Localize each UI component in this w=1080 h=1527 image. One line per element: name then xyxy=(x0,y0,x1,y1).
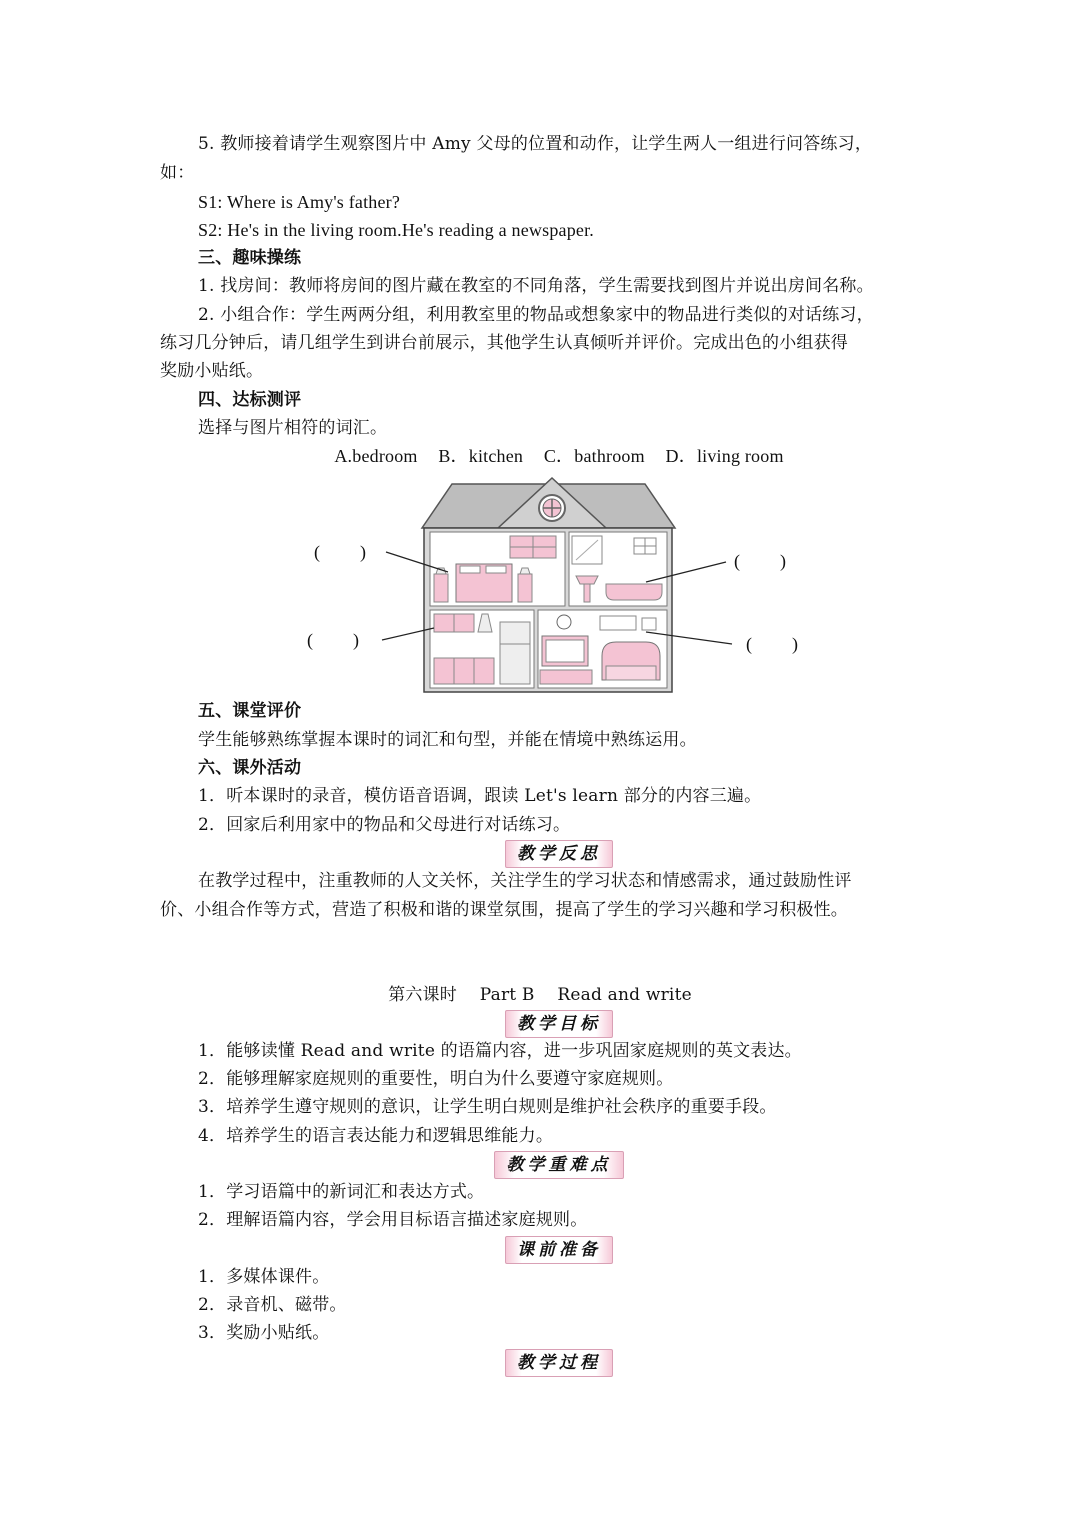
section-heading-5: 五、课堂评价 xyxy=(198,701,302,721)
text-line: 5. 教师接着请学生观察图片中 Amy 父母的位置和动作，让学生两人一组进行问答练习， xyxy=(198,134,873,154)
badge-process: 教学过程 xyxy=(505,1349,613,1377)
option-d: D．living room xyxy=(665,446,784,466)
section-heading-4: 四、达标测评 xyxy=(198,390,302,410)
text-line: 1．多媒体课件。 xyxy=(198,1267,330,1287)
section-heading-6: 六、课外活动 xyxy=(198,758,302,778)
badge-preparation: 课前准备 xyxy=(505,1236,613,1264)
option-a: A.bedroom xyxy=(334,446,418,466)
text-line: 在教学过程中，注重教师的人文关怀，关注学生的学习状态和情感需求，通过鼓励性评 xyxy=(198,871,852,891)
text-line: 2．回家后利用家中的物品和父母进行对话练习。 xyxy=(198,815,571,835)
answer-blank-4: ( ) xyxy=(746,634,798,654)
text-line: 1．能够读懂 Read and write 的语篇内容，进一步巩固家庭规则的英文表达。 xyxy=(198,1041,802,1061)
text-line: 如： xyxy=(160,163,195,183)
text-line: 学生能够熟练掌握本课时的词汇和句型，并能在情境中熟练运用。 xyxy=(198,730,697,750)
dialogue-s2: S2: He's in the living room.He's reading a newspaper. xyxy=(198,220,595,240)
dialogue-s1: S1: Where is Amy's father? xyxy=(198,192,401,212)
answer-options xyxy=(0,442,1080,470)
text-line: 2．理解语篇内容，学会用目标语言描述家庭规则。 xyxy=(198,1210,588,1230)
answer-blank-3: ( ) xyxy=(307,630,359,650)
option-b: B．kitchen xyxy=(438,446,524,466)
badge-key-points: 教学重难点 xyxy=(494,1151,624,1179)
house-illustration xyxy=(300,472,830,698)
answer-blank-2: ( ) xyxy=(734,551,786,571)
lesson-title: 第六课时 Part B Read and write xyxy=(388,985,692,1005)
text-line: 1. 找房间：教师将房间的图片藏在教室的不同角落，学生需要找到图片并说出房间名称。 xyxy=(198,276,874,296)
question-prompt: 选择与图片相符的词汇。 xyxy=(198,418,388,438)
text-line: 4．培养学生的语言表达能力和逻辑思维能力。 xyxy=(198,1126,554,1146)
text-line: 练习几分钟后，请几组学生到讲台前展示，其他学生认真倾听并评价。完成出色的小组获得 xyxy=(160,333,848,353)
text-line: 1．学习语篇中的新词汇和表达方式。 xyxy=(198,1182,485,1202)
text-line: 2．能够理解家庭规则的重要性，明白为什么要遵守家庭规则。 xyxy=(198,1069,674,1089)
text-line: 2．录音机、磁带。 xyxy=(198,1295,347,1315)
text-line: 2. 小组合作：学生两两分组，利用教室里的物品或想象家中的物品进行类似的对话练习， xyxy=(198,305,874,325)
answer-blank-1: ( ) xyxy=(314,542,366,562)
text-line: 1．听本课时的录音，模仿语音语调，跟读 Let's learn 部分的内容三遍。 xyxy=(198,786,762,806)
badge-goals: 教学目标 xyxy=(505,1010,613,1038)
section-heading-3: 三、趣味操练 xyxy=(198,248,302,268)
badge-reflection: 教学反思 xyxy=(505,840,613,868)
option-c: C．bathroom xyxy=(543,446,645,466)
text-line: 奖励小贴纸。 xyxy=(160,361,264,381)
text-line: 价、小组合作等方式，营造了积极和谐的课堂氛围，提高了学生的学习兴趣和学习积极性。 xyxy=(160,900,848,920)
text-line: 3．培养学生遵守规则的意识，让学生明白规则是维护社会秩序的重要手段。 xyxy=(198,1097,777,1117)
text-line: 3．奖励小贴纸。 xyxy=(198,1323,330,1343)
